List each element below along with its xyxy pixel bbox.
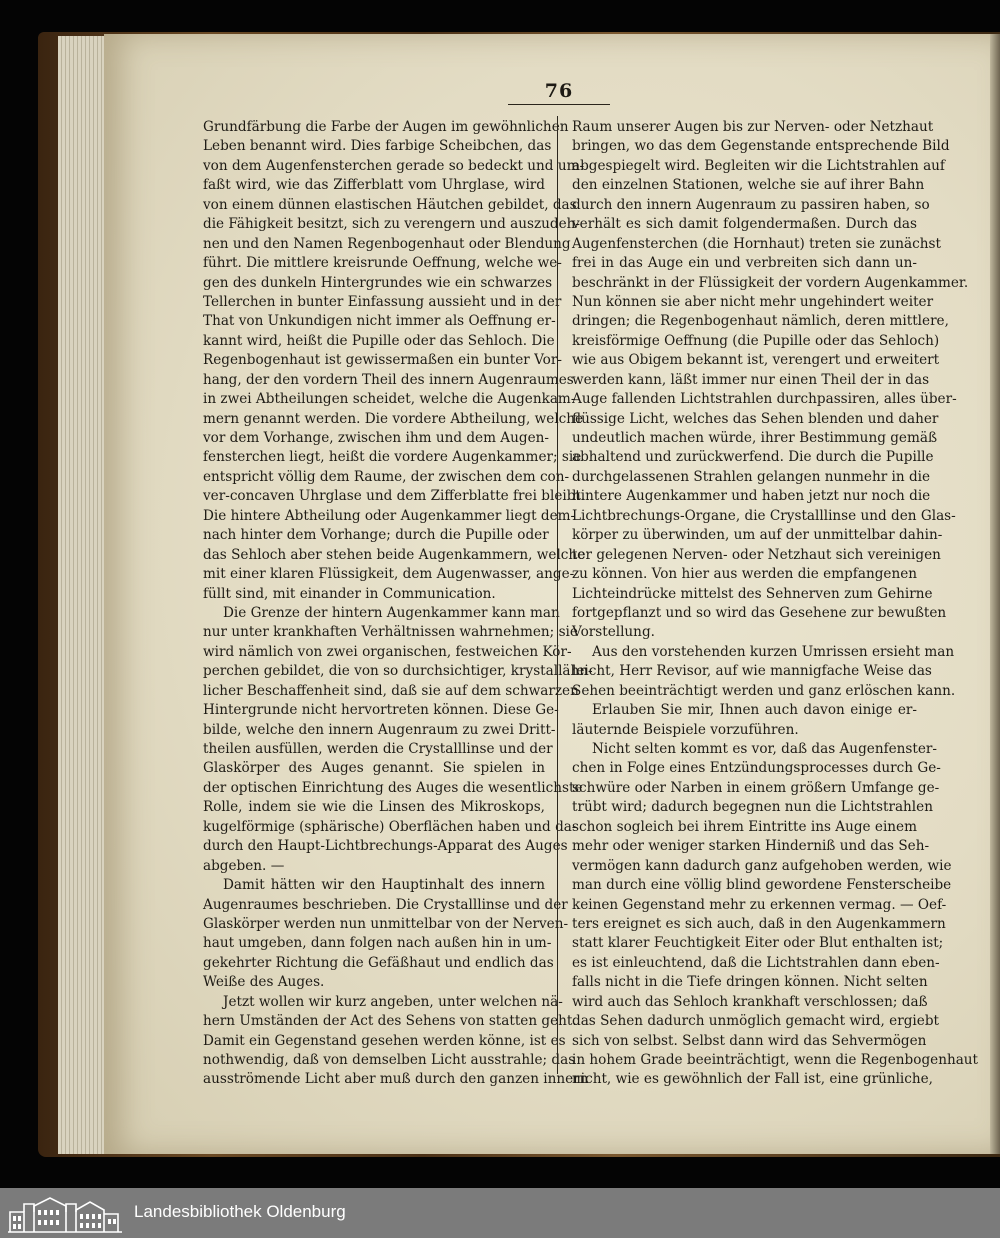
text-column-right bbox=[572, 118, 979, 1090]
text-line: gekehrter Richtung die Gefäßhaut und endlich das bbox=[203, 954, 554, 971]
text-line: in zwei Abtheilungen scheidet, welche die Augenkam- bbox=[203, 391, 576, 408]
text-line: Lichtbrechungs-Organe, die Crystalllinse und den Glas- bbox=[572, 507, 956, 524]
text-line: Lichteindrücke mittelst des Sehnerven zum Gehirne bbox=[572, 585, 933, 602]
text-line: von dem Augenfensterchen gerade so bedeckt und um- bbox=[203, 157, 585, 174]
text-line: Augenraumes beschrieben. Die Crystalllinse und der bbox=[203, 896, 568, 913]
text-line: Nun können sie aber nicht mehr ungehindert weiter bbox=[572, 293, 934, 310]
text-line: Die hintere Abtheilung oder Augenkammer liegt dem- bbox=[203, 507, 576, 524]
header-rule bbox=[508, 104, 610, 105]
text-line: Glaskörper des Auges genannt. Sie spielen in bbox=[203, 760, 545, 777]
text-line: ausströmende Licht aber muß durch den ganzen innern bbox=[203, 1071, 589, 1088]
text-line: Jetzt wollen wir kurz angeben, unter welchen nä- bbox=[223, 993, 563, 1010]
text-line: durch den innern Augenraum zu passiren haben, so bbox=[572, 196, 930, 213]
text-line: chen in Folge eines Entzündungsprocesses durch Ge- bbox=[572, 760, 941, 777]
text-line: fortgepflanzt und so wird das Gesehene zur bewußten bbox=[572, 604, 947, 621]
text-line: Damit hätten wir den Hauptinhalt des innern bbox=[223, 877, 545, 894]
text-line: perchen gebildet, die von so durchsichtiger, krystallähn- bbox=[203, 663, 593, 680]
text-line: man durch eine völlig blind gewordene Fensterscheibe bbox=[572, 877, 952, 894]
text-line: dringen; die Regenbogenhaut nämlich, deren mittlere, bbox=[572, 313, 949, 330]
text-line: trübt wird; dadurch begegnen nun die Lichtstrahlen bbox=[572, 799, 933, 816]
text-line: in hohem Grade beeinträchtigt, wenn die Regenbogenhaut bbox=[572, 1052, 979, 1068]
text-line: läuternde Beispiele vorzuführen. bbox=[572, 721, 799, 738]
text-line: That von Unkundigen nicht immer als Oeffnung er- bbox=[203, 313, 556, 330]
text-line: nur unter krankhaften Verhältnissen wahrnehmen; sie bbox=[203, 624, 578, 641]
text-line: beschränkt in der Flüssigkeit der vordern Augenkammer. bbox=[572, 274, 969, 291]
text-line: Damit ein Gegenstand gesehen werden könne, ist es bbox=[203, 1032, 566, 1049]
text-line: schwüre oder Narben in einem größern Umfange ge- bbox=[572, 779, 940, 796]
text-line: gen des dunkeln Hintergrundes wie ein schwarzes bbox=[203, 274, 553, 291]
text-line: wird nämlich von zwei organischen, festweichen Kör- bbox=[203, 643, 572, 660]
text-line: durch den Haupt-Lichtbrechungs-Apparat des Auges bbox=[203, 838, 568, 855]
text-line: Auge fallenden Lichtstrahlen durchpassiren, alles über- bbox=[572, 391, 957, 408]
text-line: ter gelegenen Nerven- oder Netzhaut sich vereinigen bbox=[572, 546, 941, 563]
text-line: ver-concaven Uhrglase und dem Zifferblatte frei bleibt. bbox=[203, 488, 586, 505]
text-line: Raum unserer Augen bis zur Nerven- oder Netzhaut bbox=[572, 119, 934, 135]
text-line: entspricht völlig dem Raume, der zwischen dem con- bbox=[203, 468, 570, 485]
text-line: Regenbogenhaut ist gewissermaßen ein bunter Vor- bbox=[203, 352, 562, 369]
text-line: das Sehloch aber stehen beide Augenkammern, welche bbox=[203, 546, 586, 563]
text-line: abhaltend und zurückwerfend. Die durch die Pupille bbox=[572, 449, 934, 466]
text-line: abgespiegelt wird. Begleiten wir die Lichtstrahlen auf bbox=[572, 157, 945, 174]
text-line: verhält es sich damit folgendermaßen. Durch das bbox=[572, 216, 917, 233]
text-line: Tellerchen in bunter Einfassung aussieht und in der bbox=[203, 293, 562, 310]
text-line: durchgelassenen Strahlen gelangen nunmehr in die bbox=[572, 468, 931, 485]
text-line: keinen Gegenstand mehr zu erkennen vermag. — Oef- bbox=[572, 896, 947, 913]
text-line: den einzelnen Stationen, welche sie auf ihrer Bahn bbox=[572, 177, 925, 194]
text-line: flüssige Licht, welches das Sehen blenden und daher bbox=[572, 410, 939, 427]
text-line: bringen, wo das dem Gegenstande entsprechende Bild bbox=[572, 138, 950, 155]
text-line: schon sogleich bei ihrem Eintritte ins Auge einem bbox=[572, 818, 917, 835]
text-line: mit einer klaren Flüssigkeit, dem Augenwasser, ange- bbox=[203, 566, 575, 583]
page-gutter-shadow bbox=[990, 34, 1000, 1154]
text-line: Leben benannt wird. Dies farbige Scheibchen, das bbox=[203, 138, 552, 155]
text-line: undeutlich machen würde, ihrer Bestimmung gemäß bbox=[572, 430, 938, 446]
text-line: frei in das Auge ein und verbreiten sich dann un- bbox=[572, 255, 917, 272]
text-line: hern Umständen der Act des Sehens von statten geht. bbox=[203, 1013, 577, 1030]
text-line: hang, der den vordern Theil des innern Augenraumes bbox=[203, 371, 574, 388]
text-line: Rolle, indem sie wie die Linsen des Mikroskops, bbox=[203, 799, 545, 816]
text-line: Erlauben Sie mir, Ihnen auch davon einige er- bbox=[592, 702, 917, 719]
text-line: hintere Augenkammer und haben jetzt nur noch die bbox=[572, 488, 931, 505]
text-line: werden kann, läßt immer nur einen Theil der in das bbox=[572, 371, 930, 388]
text-line: haut umgeben, dann folgen nach außen hin in um- bbox=[203, 935, 552, 952]
text-line: vermögen kann dadurch ganz aufgehoben werden, wie bbox=[572, 857, 952, 874]
library-name: Landesbibliothek Oldenburg bbox=[134, 1202, 346, 1221]
text-line: Nicht selten kommt es vor, daß das Augenfenster- bbox=[592, 741, 937, 757]
text-line: nothwendig, daß von demselben Licht ausstrahle; das bbox=[203, 1052, 576, 1068]
text-line: füllt sind, mit einander in Communication. bbox=[203, 585, 496, 602]
page-number: 76 bbox=[544, 80, 574, 102]
text-line: fensterchen liegt, heißt die vordere Augenkammer; sie bbox=[203, 449, 582, 466]
text-line: theilen ausfüllen, werden die Crystalllinse und der bbox=[203, 741, 553, 757]
text-line: Weiße des Auges. bbox=[203, 974, 325, 991]
text-line: Glaskörper werden nun unmittelbar von der Nerven- bbox=[203, 915, 569, 932]
text-line: das Sehen dadurch unmöglich gemacht wird, ergiebt bbox=[572, 1013, 939, 1030]
text-line: falls nicht in die Tiefe dringen können. Nicht selten bbox=[572, 974, 928, 991]
column-divider bbox=[557, 116, 558, 1074]
text-line: Die Grenze der hintern Augenkammer kann man bbox=[223, 604, 560, 621]
text-line: bilde, welche den innern Augenraum zu zwei Dritt- bbox=[203, 721, 556, 738]
text-line: mern genannt werden. Die vordere Abtheilung, welche bbox=[203, 410, 584, 427]
text-line: kreisförmige Oeffnung (die Pupille oder das Sehloch) bbox=[572, 332, 940, 349]
text-line: körper zu überwinden, um auf der unmittelbar dahin- bbox=[572, 527, 943, 544]
text-line: sich von selbst. Selbst dann wird das Sehvermögen bbox=[572, 1032, 927, 1049]
text-line: Augenfensterchen (die Hornhaut) treten sie zunächst bbox=[572, 235, 941, 252]
text-line: nen und den Namen Regenbogenhaut oder Blendung bbox=[203, 235, 571, 252]
library-building-icon bbox=[6, 1192, 124, 1234]
text-line: wird auch das Sehloch krankhaft verschlossen; daß bbox=[572, 993, 928, 1010]
text-line: abgeben. — bbox=[203, 857, 285, 874]
text-line: wie aus Obigem bekannt ist, verengert und erweitert bbox=[572, 352, 940, 369]
text-line: statt klarer Feuchtigkeit Eiter oder Blut enthalten ist; bbox=[572, 935, 944, 952]
text-line: der optischen Einrichtung des Auges die wesentlichste bbox=[203, 779, 583, 796]
text-column-left bbox=[203, 118, 593, 1090]
text-line: licher Beschaffenheit sind, daß sie auf dem schwarzen bbox=[203, 682, 579, 699]
text-line: Aus den vorstehenden kurzen Umrissen ersieht man bbox=[592, 643, 955, 660]
text-line: kugelförmige (sphärische) Oberflächen haben und da- bbox=[203, 818, 577, 835]
text-line: von einem dünnen elastischen Häutchen gebildet, das bbox=[203, 196, 577, 213]
text-line: nicht, wie es gewöhnlich der Fall ist, eine grünliche, bbox=[572, 1071, 934, 1088]
text-line: Grundfärbung die Farbe der Augen im gewöhnlichen bbox=[203, 119, 569, 135]
text-line: mehr oder weniger starken Hinderniß und das Seh- bbox=[572, 838, 930, 855]
text-line: nach hinter dem Vorhange; durch die Pupille oder bbox=[203, 527, 549, 544]
text-line: faßt wird, wie das Zifferblatt vom Uhrglase, wird bbox=[203, 177, 545, 194]
text-line: ters ereignet es sich auch, daß in den Augenkammern bbox=[572, 915, 946, 932]
text-line: zu können. Von hier aus werden die empfangenen bbox=[572, 566, 917, 583]
text-line: kannt wird, heißt die Pupille oder das Sehloch. Die bbox=[203, 332, 555, 349]
text-line: leicht, Herr Revisor, auf wie mannigfache Weise das bbox=[572, 663, 932, 680]
text-line: die Fähigkeit besitzt, sich zu verengern und auszudeh- bbox=[203, 216, 581, 233]
text-line: Sehen beeinträchtigt werden und ganz erlöschen kann. bbox=[572, 682, 956, 699]
text-line: führt. Die mittlere kreisrunde Oeffnung, welche we- bbox=[203, 255, 562, 272]
text-line: Hintergrunde nicht hervortreten können. Diese Ge- bbox=[203, 702, 559, 719]
text-line: vor dem Vorhange, zwischen ihm und dem Augen- bbox=[203, 430, 549, 446]
text-line: Vorstellung. bbox=[572, 624, 655, 641]
text-line: es ist einleuchtend, daß die Lichtstrahlen dann eben- bbox=[572, 954, 940, 971]
